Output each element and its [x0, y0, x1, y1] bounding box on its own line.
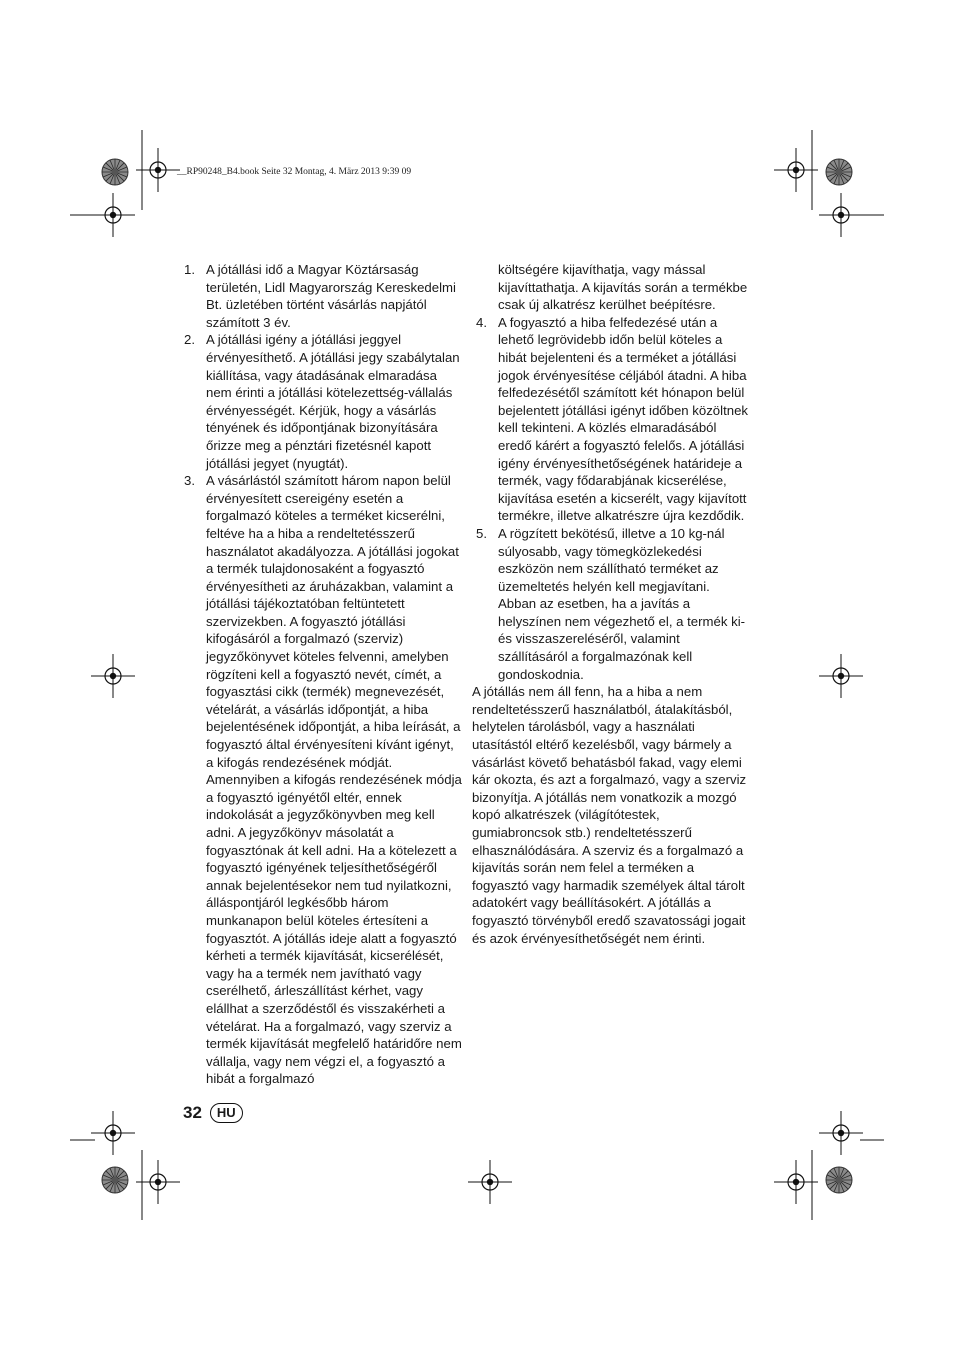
right-column: [472, 261, 750, 947]
item-text: A jótállási idő a Magyar Köztársaság területén, Lidl Magyarország Kereskedelmi Bt. üzletében történt vásárlás napjától számított 3 év.: [206, 262, 456, 330]
crosshair-circle-icon: [819, 193, 863, 237]
warranty-list-left: [180, 261, 462, 1088]
item-number: 3.: [184, 473, 195, 489]
crosshair-circle-icon: [774, 1160, 818, 1204]
item-number: 2.: [184, 332, 195, 348]
crosshair-circle-icon: [136, 148, 180, 192]
left-column: [180, 261, 462, 1088]
crosshair-circle-icon: [819, 1111, 863, 1155]
crosshair-circle-icon: [91, 193, 135, 237]
list-item: [180, 261, 462, 331]
starburst-disc-icon: [826, 1167, 852, 1193]
crosshair-circle-icon: [91, 1111, 135, 1155]
crosshair-circle-icon: [136, 1160, 180, 1204]
item-text: A jótállási igény a jótállási jeggyel érvényesíthető. A jótállási jegy szabálytalan kiállítása, vagy átadásának elmaradása nem érinti a jótállási kötelezettség-vállalás érvényességét. Kérjük, hogy a vásárlás tényének és időpontjának bizonyítására őrizze meg a pénztári fizetésnél kapott jótállási jegyet (nyugtát).: [206, 332, 460, 471]
item-text: A rögzített bekötésű, illetve a 10 kg-nál súlyosabb, vagy tömegközlekedési eszközön nem szállítható terméket az üzemeltetés helyén kell megjavítani. Abban az esetben, ha a javítás a helyszínen nem végezhető el, a termék ki- és visszaszereléséről, valamint szállításáról a forgalmazónak kell gondoskodnia.: [498, 525, 746, 682]
starburst-disc-icon: [102, 1167, 128, 1193]
starburst-disc-icon: [826, 159, 852, 185]
closing-paragraph: A jótállás nem áll fenn, ha a hiba a nem rendeltetésszerű használatból, átalakításból, helytelen tárolásból, vagy a használati utasítástól eltérő kezelésből, vagy bármely a vásárlást követő behatásból fakad, vagy elemi kár okozta, és azt a forgalmazó, vagy a szerviz bizonyítja. A jótállás nem vonatkozik a mozgó kopó alkatrészek (világítótestek, gumiabroncsok stb.) rendeltetésszerű elhasználódására. A szerviz és a forgalmazó a kijavítás során nem felel a terméken a fogyasztó vagy harmadik személyek által tárolt adatokért vagy beállításokért. A jótállás a fogyasztó törvényből eredő szavatossági jogait és azok érvényesíthetőségét nem érinti.: [472, 684, 747, 946]
starburst-disc-icon: [102, 159, 128, 185]
list-item-continuation: [472, 261, 750, 314]
print-slug: __RP90248_B4.book Seite 32 Montag, 4. März 2013 9:39 09: [177, 167, 412, 177]
item-text: költségére kijavíthatja, vagy mással kijavíttathatja. A kijavítás során a termékbe csak új alkatrész kerülhet beépítésre.: [498, 262, 748, 313]
list-item: [472, 314, 750, 525]
list-item: [472, 525, 750, 683]
crosshair-circle-icon: [468, 1160, 512, 1204]
item-text: A fogyasztó a hiba felfedezésé után a lehető legrövidebb időn belül köteles a hibát bejelenteni és a terméket a jótállási jogok érvényesítése céljából átadni. A hiba felfedezésétől számított két hónapon belül bejelentett jótállási igényt időben közöltnek kell tekinteni. A közlés elmaradásából eredő kárért a fogyasztó felelős. A jótállási igény érvényesíthetőségének határideje a termék, vagy fődarabjának kicserélése, kijavítása esetén a kicserélt, vagy kijavított termékre, illetve alkatrészre újra kezdődik.: [498, 314, 748, 524]
list-item: [180, 331, 462, 472]
warranty-list-right: [472, 261, 750, 683]
item-number: 1.: [184, 262, 195, 277]
page-number: 32: [183, 1103, 202, 1122]
language-badge: HU: [210, 1103, 243, 1123]
crosshair-circle-icon: [91, 654, 135, 698]
crosshair-circle-icon: [774, 148, 818, 192]
item-number: 5.: [476, 525, 487, 541]
item-number: 4.: [476, 314, 487, 330]
item-text: A vásárlástól számított három napon belül érvényesített csereigény esetén a forgalmazó köteles a terméket kicserélni, feltéve ha a hiba a rendeltetésszerű használatot akadályozza. A jótállási jogokat a termék tulajdonosaként a fogyasztó érvényesítheti az áruházakban, valamint a jótállási tájékoztatóban feltüntetett szervizekben. A fogyasztó jótállási kifogásáról a forgalmazó (szerviz) jegyzőkönyvet köteles felvenni, amelyben rögzíteni kell a fogyasztó nevét, címét, a fogyasztási cikk (termék) megnevezését, vételárát, a vásárlás időpontját, a hiba bejelentésének időpontját, a hiba leírását, a fogyasztó által érvényesíteni kívánt igényt, a kifogás rendezésének módját. Amennyiben a kifogás rendezésének módja a fogyasztó igényétől eltér, ennek indokolását a jegyzőkönyvben meg kell adni. A jegyzőkönyv másolatát a fogyasztónak át kell adni. Ha a kötelezett a fogyasztó igényének teljesíthetőségéről annak bejelentésekor nem tud nyilatkozni, álláspontjáról legkésőbb három munkanapon belül köteles értesíteni a fogyasztót. A jótállás ideje alatt a fogyasztó kérheti a termék kijavítását, kicserélését, vagy ha a termék nem javítható vagy cserélhető, árleszállítást kérhet, vagy elállhat a szerződéstől és visszakérheti a vételárat. Ha a forgalmazó, vagy szerviz a termék kijavítását megfelelő határidőre nem vállalja, vagy nem végzi el, a fogyasztó a hibát a forgalmazó: [206, 473, 462, 1087]
list-item: [180, 472, 462, 1088]
crosshair-circle-icon: [819, 654, 863, 698]
page-footer: [183, 1103, 243, 1123]
